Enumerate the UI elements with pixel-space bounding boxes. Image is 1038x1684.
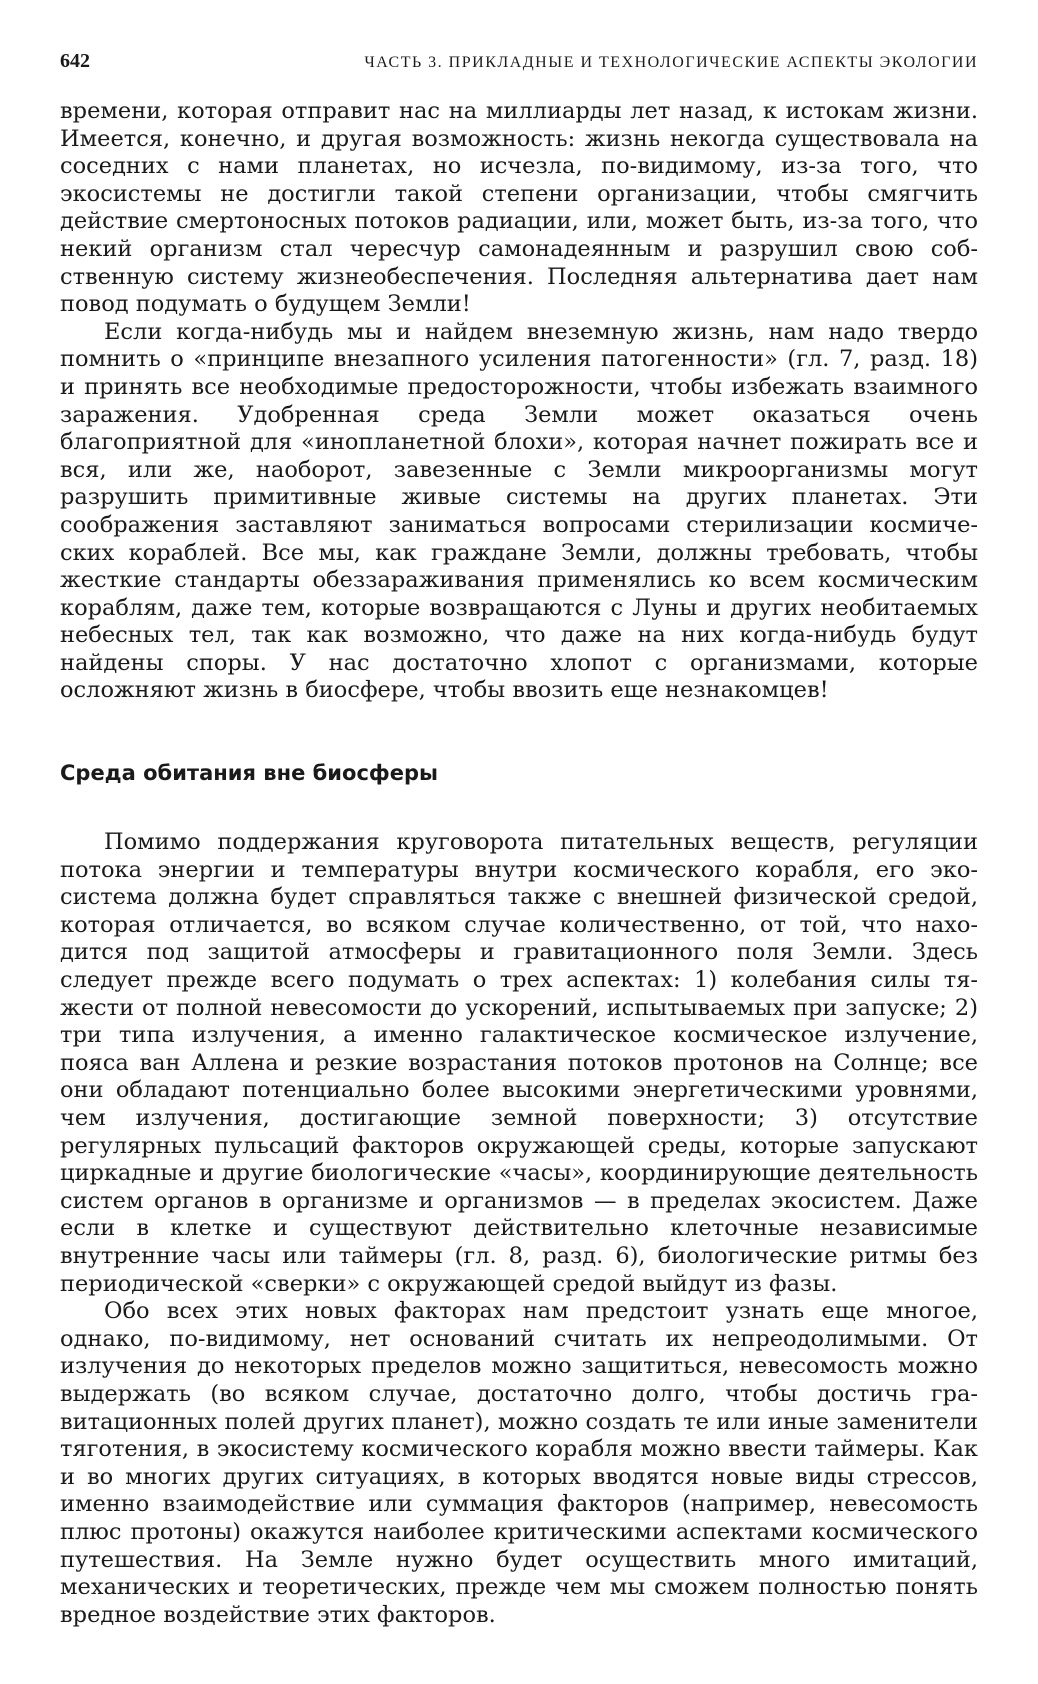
book-page — [60, 50, 978, 1629]
paragraph-new-factors: Обо всех этих новых факторах нам предстоит узнать еще многое, однако, по-видимому, нет оснований считать их непреодолимыми. От излучения до некоторых пределов можно защититься, невесомость можно выдержать (во всяком случае, достаточно долго, чтобы достичь гравитационных полей других планет), можно создать те или иные заменители тяготения, в экосистему космического корабля можно ввести таймеры. Как и во многих других ситуациях, в которых вводятся новые виды стрессов, именно взаимодействие или суммация факторов (например, невесомость плюс протоны) окажутся наиболее критическими аспектами космического путешествия. На Земле нужно будет осуществить много имитаций, механических и теоретических, прежде чем мы сможем полностью понять вредное воздействие этих факторов. — [60, 1298, 978, 1628]
paragraph-continued: времени, которая отправит нас на миллиарды лет назад, к истокам жизни. Имеется, конечно, и другая возможность: жизнь некогда существовала на соседних с нами планетах, но исчезла, по-видимому, из-за того, что экосистемы не достигли такой степени организации, чтобы смягчить действие смертоносных потоков радиации, или, может быть, из-за того, что некий организм стал чересчур самонадеянным и разрушил свою собственную систему жизнеобеспечения. Последняя альтернатива дает нам повод подумать о будущем Земли! — [60, 98, 978, 318]
running-title: ЧАСТЬ 3. ПРИКЛАДНЫЕ И ТЕХНОЛОГИЧЕСКИЕ АСПЕКТЫ ЭКОЛОГИИ — [364, 54, 978, 71]
paragraph-extraterrestrial-life: Если когда-нибудь мы и найдем внеземную жизнь, нам надо твердо помнить о «принципе внезапного усиления патогенности» (гл. 7, разд. 18) и принять все необходимые предосторожности, чтобы избежать взаимного заражения. Удобренная среда Земли может оказаться очень благоприятной для «инопланетной блохи», которая начнет пожирать все и вся, или же, наоборот, завезенные с Земли микроорганизмы могут разрушить примитивные живые системы на других планетах. Эти соображения заставляют заниматься вопросами стерилизации космических кораблей. Все мы, как граждане Земли, должны требовать, чтобы жесткие стандарты обеззараживания применялись ко всем космическим кораблям, даже тем, которые возвращаются с Луны и других необитаемых небесных тел, так как возможно, что даже на них когда-нибудь будут найдены споры. У нас достаточно хлопот с организмами, которые осложняют жизнь в биосфере, чтобы ввозить еще незнакомцев! — [60, 318, 978, 704]
section-heading: Среда обитания вне биосферы — [60, 761, 438, 786]
page-number: 642 — [60, 50, 90, 72]
running-head — [60, 50, 978, 80]
paragraph-environment-factors: Помимо поддержания круговорота питательных веществ, регуляции потока энергии и температуры внутри космического корабля, его экосистема должна будет справляться также с внешней физической средой, которая отличается, во всяком случае количественно, от той, что находится под защитой атмосферы и гравитационного поля Земли. Здесь следует прежде всего подумать о трех аспектах: 1) колебания силы тяжести от полной невесомости до ускорений, испытываемых при запуске; 2) три типа излучения, а именно галактическое космическое излучение, пояса ван Аллена и резкие возрастания потоков протонов на Солнце; все они обладают потенциально более высокими энергетическими уровнями, чем излучения, достигающие земной поверхности; 3) отсутствие регулярных пульсаций факторов окружающей среды, которые запускают циркадные и другие биологические «часы», координирующие деятельность систем органов в организме и организмов — в пределах экосистем. Даже если в клетке и существуют действительно клеточные независимые внутренние часы или таймеры (гл. 8, разд. 6), биологические ритмы без периодической «сверки» с окружающей средой выйдут из фазы. — [60, 829, 978, 1297]
